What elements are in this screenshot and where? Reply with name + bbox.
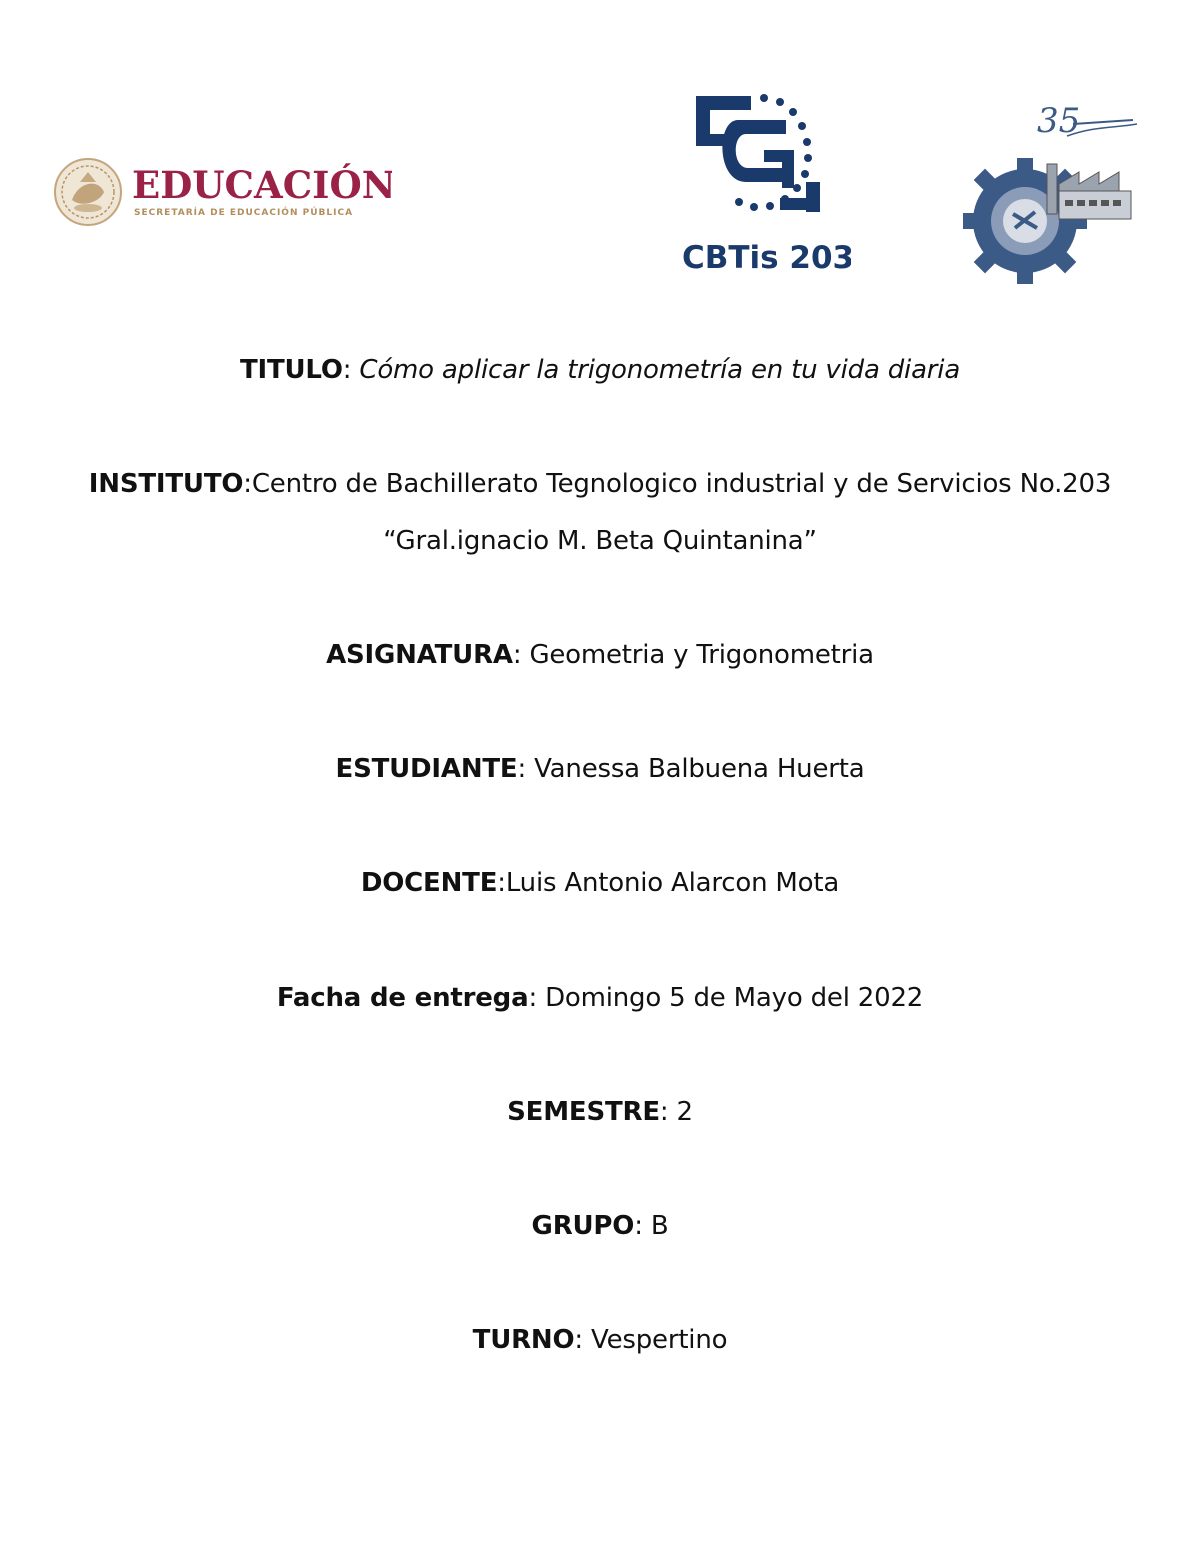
titulo-value: Cómo aplicar la trigonometría en tu vida diaria [359, 355, 961, 385]
turno-row [0, 1323, 1200, 1357]
asignatura-row [0, 638, 1200, 672]
docente-label: DOCENTE [360, 868, 498, 898]
anniversary-logo [955, 96, 1145, 291]
semestre-row [0, 1095, 1200, 1129]
titulo-row [0, 353, 1200, 387]
sep-logo-graphic [52, 152, 392, 232]
cbtis-logo-graphic [676, 86, 851, 276]
docente-row [0, 866, 1200, 900]
fecha-label: Facha de entrega [276, 983, 529, 1013]
instituto-line2: “Gral.ignacio M. Beta Quintanina” [383, 526, 817, 556]
anniversary-logo-graphic [955, 96, 1145, 291]
semestre-label: SEMESTRE [507, 1097, 660, 1127]
instituto-line2-row [0, 524, 1200, 558]
estudiante-label: ESTUDIANTE [335, 754, 518, 784]
grupo-row [0, 1209, 1200, 1243]
semestre-value: 2 [676, 1097, 693, 1127]
cbtis-text: CBTis 203 [682, 240, 851, 276]
instituto-row [0, 467, 1200, 501]
grupo-label: GRUPO [531, 1211, 635, 1241]
titulo-separator: : [342, 355, 360, 385]
instituto-value: Centro de Bachillerato Tegnologico industrial y de Servicios No.203 [251, 469, 1112, 499]
fecha-value: Domingo 5 de Mayo del 2022 [545, 983, 924, 1013]
titulo-label: TITULO [239, 355, 343, 385]
grupo-separator: : [634, 1211, 651, 1241]
turno-separator: : [574, 1325, 592, 1355]
docente-separator: : [497, 868, 506, 898]
turno-value: Vespertino [591, 1325, 728, 1355]
asignatura-value: Geometria y Trigonometria [529, 640, 874, 670]
instituto-separator: : [243, 469, 252, 499]
anniversary-number: 35 [1037, 101, 1081, 141]
cbtis-logo [676, 86, 851, 276]
fecha-row [0, 981, 1200, 1015]
instituto-label: INSTITUTO [88, 469, 244, 499]
docente-value: Luis Antonio Alarcon Mota [505, 868, 840, 898]
estudiante-row [0, 752, 1200, 786]
sep-subtitle: SECRETARÍA DE EDUCACIÓN PÚBLICA [134, 208, 354, 218]
sep-title: EDUCACIÓN [132, 163, 392, 207]
turno-label: TURNO [472, 1325, 575, 1355]
asignatura-label: ASIGNATURA [326, 640, 513, 670]
grupo-value: B [650, 1211, 669, 1241]
sep-educacion-logo [52, 152, 392, 232]
asignatura-separator: : [512, 640, 530, 670]
fecha-separator: : [528, 983, 546, 1013]
semestre-separator: : [659, 1097, 677, 1127]
estudiante-separator: : [517, 754, 535, 784]
estudiante-value: Vanessa Balbuena Huerta [534, 754, 865, 784]
